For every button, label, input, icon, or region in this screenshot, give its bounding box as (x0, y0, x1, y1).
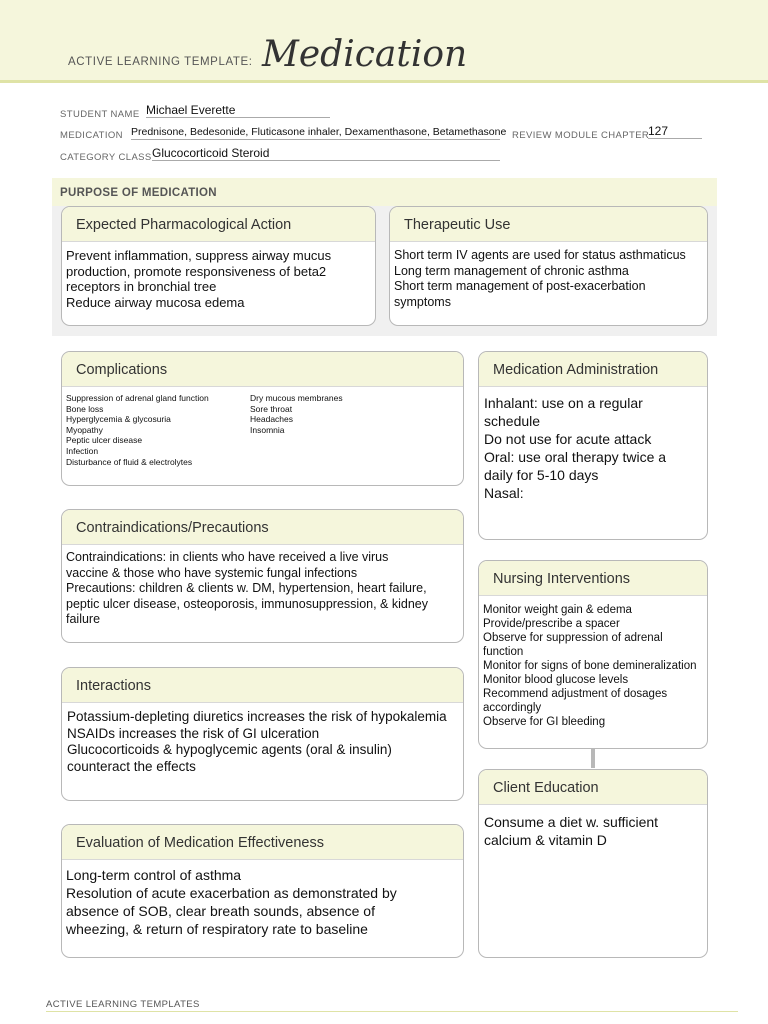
contraindications-line: peptic ulcer disease, osteoporosis, immunosuppression, & kidney (66, 596, 428, 611)
nursing-line: function (483, 646, 524, 658)
complication-item: Dry mucous membranes (250, 393, 343, 403)
administration-line: Oral: use oral therapy twice a (484, 449, 667, 465)
student-name-field[interactable]: Michael Everette (146, 103, 330, 118)
evaluation-line: Long-term control of asthma (66, 867, 242, 883)
complication-item: Hyperglycemia & glycosuria (66, 414, 171, 425)
expected-action-line: receptors in bronchial tree (66, 279, 217, 294)
therapeutic-use-line: Short term management of post-exacerbation (394, 279, 646, 293)
contraindications-line: Precautions: children & clients w. DM, hypertension, heart failure, (66, 581, 427, 595)
category-label: CATEGORY CLASS (60, 152, 152, 163)
expected-action-line: production, promote responsiveness of beta2 (66, 263, 327, 279)
therapeutic-use-title: Therapeutic Use (404, 217, 511, 233)
category-field[interactable]: Glucocorticoid Steroid (152, 146, 500, 161)
administration-title: Medication Administration (493, 362, 659, 378)
complication-item: Peptic ulcer disease (66, 435, 143, 446)
nursing-line: Recommend adjustment of dosages (483, 688, 668, 700)
nursing-line: Observe for suppression of adrenal (483, 632, 663, 644)
nursing-line: accordingly (483, 702, 542, 714)
complication-item: Myopathy (66, 424, 103, 435)
interactions-line: Potassium-depleting diuretics increases the risk of hypokalemia (67, 709, 447, 724)
contraindications-line: failure (66, 612, 101, 626)
medication-label: MEDICATION (60, 130, 123, 141)
nursing-card (478, 560, 708, 749)
evaluation-card (61, 824, 464, 958)
nursing-line: Observe for GI bleeding (483, 716, 606, 728)
expected-action-line: Prevent inflammation, suppress airway mucus (66, 248, 332, 263)
interactions-line: counteract the effects (67, 758, 196, 774)
complication-item: Bone loss (66, 403, 104, 414)
administration-line: Inhalant: use on a regular (484, 395, 643, 411)
purpose-title: PURPOSE OF MEDICATION (60, 187, 217, 199)
evaluation-title: Evaluation of Medication Effectiveness (76, 835, 324, 851)
evaluation-line: absence of SOB, clear breath sounds, absence of (66, 903, 375, 919)
footer-text: ACTIVE LEARNING TEMPLATES (46, 999, 200, 1010)
nursing-line: Provide/prescribe a spacer (483, 618, 620, 630)
complication-item: Sore throat (250, 403, 293, 414)
nursing-title: Nursing Interventions (493, 571, 631, 587)
interactions-title: Interactions (76, 678, 151, 694)
page-title: Medication (262, 34, 468, 75)
therapeutic-use-card (389, 206, 708, 326)
review-chapter-label: REVIEW MODULE CHAPTER (512, 130, 650, 141)
client-education-line: Consume a diet w. sufficient (484, 814, 659, 830)
contraindications-title: Contraindications/Precautions (76, 520, 269, 536)
complication-item: Insomnia (250, 424, 285, 435)
client-education-card (478, 769, 708, 958)
template-prefix: ACTIVE LEARNING TEMPLATE: (68, 56, 253, 68)
administration-line: Do not use for acute attack (484, 431, 652, 447)
medication-field[interactable]: Prednisone, Bedesonide, Fluticasone inhaler, Dexamenthasone, Betamethasone (131, 126, 507, 138)
interactions-line: Glucocorticoids & hypoglycemic agents (oral & insulin) (67, 742, 392, 757)
evaluation-line: wheezing, & return of respiratory rate to baseline (66, 921, 368, 937)
complications-title: Complications (76, 362, 168, 378)
therapeutic-use-line: symptoms (394, 294, 451, 309)
complication-item: Disturbance of fluid & electrolytes (66, 456, 193, 467)
nursing-line: Monitor blood glucose levels (483, 674, 629, 686)
complications-card (61, 351, 464, 486)
complication-item: Suppression of adrenal gland function (66, 393, 209, 403)
interactions-line: NSAIDs increases the risk of GI ulceration (67, 725, 320, 741)
administration-line: schedule (484, 413, 541, 429)
client-education-line: calcium & vitamin D (484, 832, 607, 848)
contraindications-line: vaccine & those who have systemic fungal infections (66, 565, 358, 580)
evaluation-line: Resolution of acute exacerbation as demonstrated by (66, 885, 397, 901)
contraindications-line: Contraindications: in clients who have received a live virus (66, 550, 389, 564)
contraindications-card (61, 509, 464, 643)
nursing-line: Monitor for signs of bone demineralization (483, 660, 697, 672)
administration-card (478, 351, 708, 540)
expected-action-line: Reduce airway mucosa edema (66, 294, 245, 310)
complication-item: Headaches (250, 414, 294, 425)
therapeutic-use-line: Long term management of chronic asthma (394, 263, 629, 278)
nursing-line: Monitor weight gain & edema (483, 604, 632, 616)
footer-divider (46, 1011, 738, 1012)
administration-line: Nasal: (484, 485, 524, 501)
expected-action-title: Expected Pharmacological Action (76, 217, 292, 233)
complication-item: Infection (66, 445, 99, 456)
client-education-title: Client Education (493, 780, 599, 796)
student-name-label: STUDENT NAME (60, 109, 140, 120)
card-connector (591, 748, 595, 768)
administration-line: daily for 5-10 days (484, 467, 599, 483)
interactions-card (61, 667, 464, 801)
therapeutic-use-line: Short term IV agents are used for status asthmaticus (394, 248, 686, 262)
review-chapter-field[interactable]: 127 (648, 124, 702, 139)
expected-action-card (61, 206, 376, 326)
